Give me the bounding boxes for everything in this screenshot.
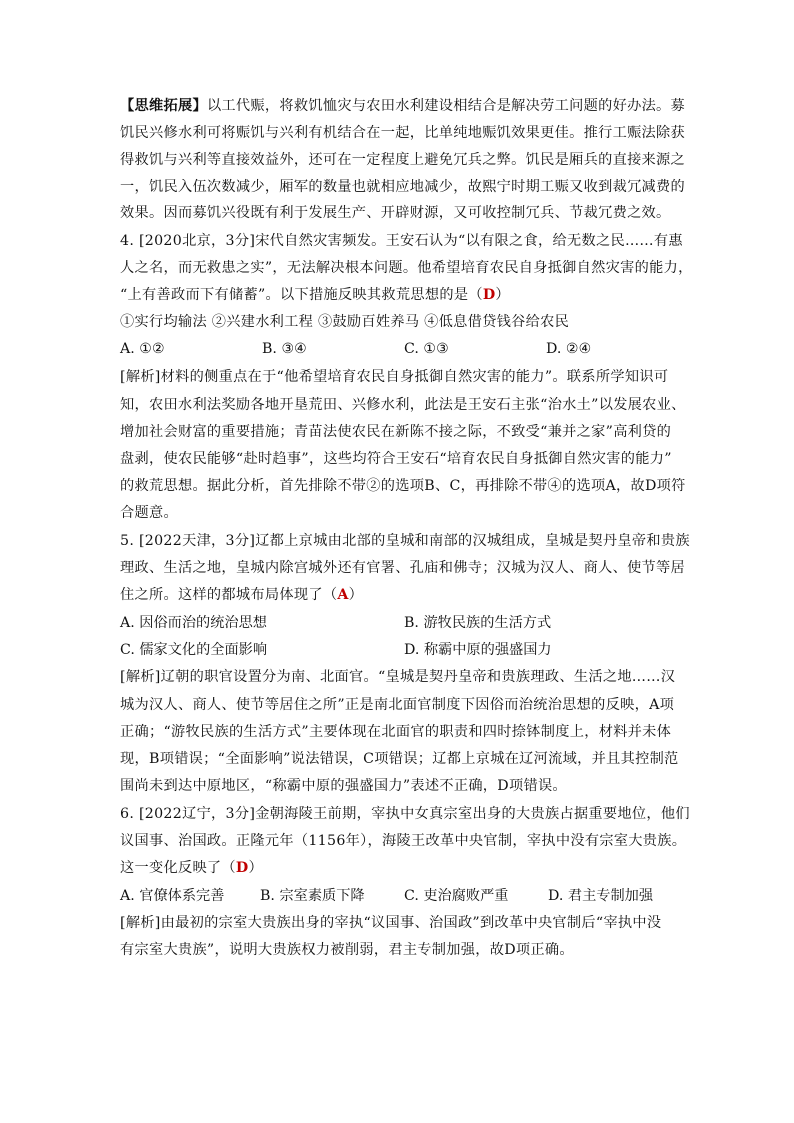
q5-analysis-line-3: 正确；“游牧民族的生活方式”主要体现在北面官的职责和四时捺钵制度上，材料并未体 bbox=[120, 724, 672, 740]
q4-option-c: C. ①③ bbox=[404, 341, 449, 357]
q4-analysis-line-4: 盘剥，使农民能够“赴时趋事”，这些均符合王安石“培育农民自身抵御自然灾害的能力” bbox=[120, 451, 672, 467]
q6-stem-line-3: 这一变化反映了（D） bbox=[120, 860, 264, 876]
extension-line-4: 一，饥民入伍次数减少，厢军的数量也就相应地减少，故熙宁时期工赈又收到裁冗减费的 bbox=[120, 179, 686, 195]
q5-analysis-line-1: [解析]辽朝的职官设置分为南、北面官。“皇城是契丹皇帝和贵族理政、生活之地……汉 bbox=[120, 669, 676, 685]
q6-stem-line-1: 6. [2022辽宁，3分]金朝海陵王前期，宰执中女真宗室出身的大贵族占据重要地位，他们 bbox=[120, 806, 690, 822]
extension-line-1 bbox=[120, 96, 685, 116]
q5-analysis-line-4: 现，B项错误；“全面影响”说法错误，C项错误；辽都上京城在辽河流域，并且其控制范 bbox=[120, 751, 679, 767]
q6-analysis-line-2: 有宗室大贵族”，说明大贵族权力被削弱，君主专制加强，故D项正确。 bbox=[120, 942, 574, 958]
q5-option-d: D. 称霸中原的强盛国力 bbox=[404, 642, 552, 658]
q4-option-a: A. ①② bbox=[120, 341, 165, 357]
q6-stem-line-2: 议国事、治国政。正隆元年（1156年），海陵王改革中央官制，宰执中没有宗室大贵族。 bbox=[120, 833, 687, 849]
q5-option-c: C. 儒家文化的全面影响 bbox=[120, 642, 268, 658]
q4-choices-line: ①实行均输法 ②兴建水利工程 ③鼓励百姓养马 ④低息借贷钱谷给农民 bbox=[120, 314, 570, 330]
q4-option-b: B. ③④ bbox=[262, 341, 307, 357]
q5-analysis-line-5: 围尚未到达中原地区，“称霸中原的强盛国力”表述不正确，D项错误。 bbox=[120, 778, 567, 794]
q6-answer: D bbox=[235, 860, 249, 876]
q6-option-a: A. 官僚体系完善 bbox=[120, 888, 225, 904]
q5-option-b: B. 游牧民族的生活方式 bbox=[404, 615, 552, 631]
q4-answer: D bbox=[482, 287, 496, 303]
q5-stem-line-2: 理政、生活之地，皇城内除宫城外还有官署、孔庙和佛寺；汉城为汉人、商人、使节等居 bbox=[120, 560, 686, 576]
q4-analysis-line-1: [解析]材料的侧重点在于“他希望培育农民自身抵御自然灾害的能力”。联系所学知识可 bbox=[120, 369, 669, 385]
q6-option-c: C. 吏治腐败严重 bbox=[404, 888, 509, 904]
q4-analysis-line-6: 合题意。 bbox=[120, 505, 178, 521]
q4-stem-line-3: “上有善政而下有储蓄”。以下措施反映其救荒思想的是（D） bbox=[120, 287, 510, 303]
q5-option-a: A. 因俗而治的统治思想 bbox=[120, 615, 267, 631]
q6-analysis-line-1: [解析]由最初的宗室大贵族出身的宰执“议国事、治国政”到改革中央官制后“宰执中没 bbox=[120, 915, 662, 931]
q4-analysis-line-2: 知，农田水利法奖励各地开垦荒田、兴修水利，此法是王安石主张“治水土”以发展农业、 bbox=[120, 397, 686, 413]
extension-text: 以工代赈，将救饥恤灾与农田水利建设相结合是解决劳工问题的好办法。募 bbox=[206, 98, 686, 114]
q4-analysis-line-3: 增加社会财富的重要措施；青苗法使农民在新陈不接之际，不致受“兼并之家”高利贷的 bbox=[120, 424, 672, 440]
q5-stem-line-3: 住之所。这样的都城布局体现了（A） bbox=[120, 587, 364, 603]
q5-stem-line-1: 5. [2022天津，3分]辽都上京城由北部的皇城和南部的汉城组成，皇城是契丹皇帝和贵族 bbox=[120, 533, 690, 549]
extension-line-3: 得救饥与兴利等直接效益外，还可在一定程度上避免冗兵之弊。饥民是厢兵的直接来源之 bbox=[120, 152, 686, 168]
q6-option-b: B. 宗室素质下降 bbox=[260, 888, 365, 904]
q6-option-d: D. 君主专制加强 bbox=[548, 888, 654, 904]
q4-option-d: D. ②④ bbox=[546, 341, 592, 357]
q4-stem-line-1: 4. [2020北京，3分]宋代自然灾害频发。王安石认为“以有限之食，给无数之民……有惠 bbox=[120, 233, 683, 249]
q4-stem-line-2: 人之名，而无救患之实”，无法解决根本问题。他希望培育农民自身抵御自然灾害的能力， bbox=[120, 260, 693, 276]
q4-analysis-line-5: 的救荒思想。据此分析，首先排除不带②的选项B、C，再排除不带④的选项A，故D项符 bbox=[120, 478, 686, 494]
q5-analysis-line-2: 城为汉人、商人、使节等居住之所”正是南北面官制度下因俗而治统治思想的反映，A项 bbox=[120, 697, 675, 713]
extension-label: 【思维拓展】 bbox=[120, 98, 207, 114]
extension-line-5: 效果。因而募饥兴役既有利于发展生产、开辟财源，又可收控制冗兵、节裁冗费之效。 bbox=[120, 205, 671, 221]
extension-line-2: 饥民兴修水利可将赈饥与兴利有机结合在一起，比单纯地赈饥效果更佳。推行工赈法除获 bbox=[120, 125, 686, 141]
q5-answer: A bbox=[337, 587, 349, 603]
